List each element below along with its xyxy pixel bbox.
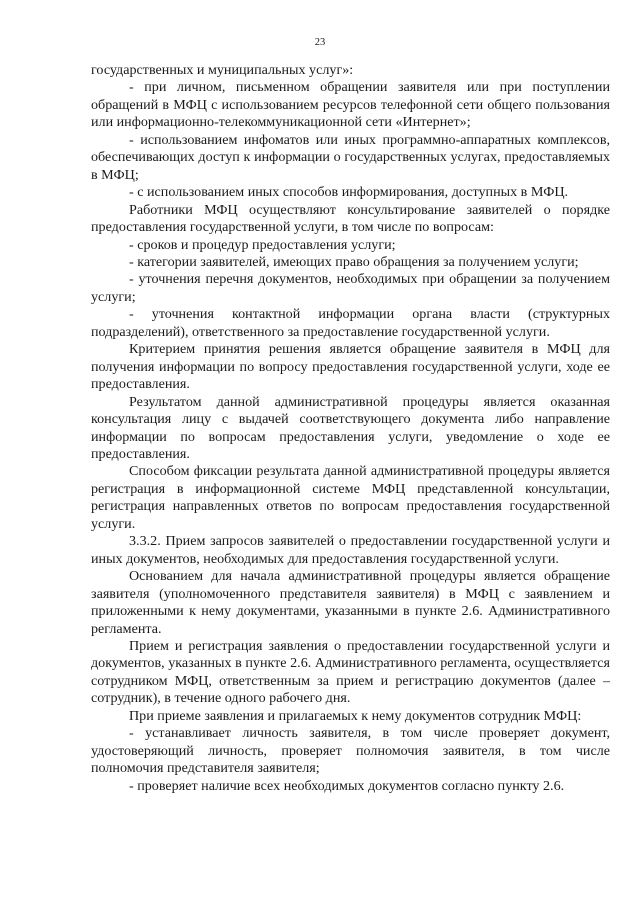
paragraph: При приеме заявления и прилагаемых к нему документов сотрудник МФЦ: (129, 707, 582, 724)
paragraph: - уточнения контактной информации органа власти (структурных подразделений), ответственного за предоставление государственной услуги. (91, 306, 610, 340)
paragraph: - уточнения перечня документов, необходимых при обращении за получением услуги; (91, 271, 610, 305)
paragraph: - с использованием иных способов информирования, доступных в МФЦ. (129, 184, 569, 201)
paragraph: Основанием для начала административной процедуры является обращение заявителя (уполномоченного представителя заявителя) в МФЦ с заявлением и приложенными к нему документами, указанными в пункте 2.6. Административного регламента. (91, 568, 610, 637)
paragraph: - категории заявителей, имеющих право обращения за получением услуги; (129, 253, 579, 270)
paragraph: - при личном, письменном обращении заявителя или при поступлении обращений в МФЦ с использованием ресурсов телефонной сети общего пользования или информационно-телекоммуникационной сети «Интернет»; (91, 79, 610, 131)
paragraph: Критерием принятия решения является обращение заявителя в МФЦ для получения информации по вопросу предоставления государственной услуги, ходе ее предоставления. (91, 341, 610, 393)
paragraph: Работники МФЦ осуществляют консультирование заявителей о порядке предоставления государственной услуги, в том числе по вопросам: (91, 201, 610, 236)
paragraph: государственных и муниципальных услуг»: (91, 62, 354, 78)
page-number: 23 (314, 37, 326, 48)
document-body (91, 62, 610, 795)
paragraph: - проверяет наличие всех необходимых документов согласно пункту 2.6. (129, 777, 565, 794)
paragraph: - использованием инфоматов или иных программно-аппаратных комплексов, обеспечивающих доступ к информации о государственных услугах, предоставляемых в МФЦ; (91, 131, 610, 183)
paragraph: Прием и регистрация заявления о предоставлении государственной услуги и документов, указанных в пункте 2.6. Административного регламента, осуществляется сотрудником МФЦ, ответственным за прием и регистрацию документов (далее – сотрудник), в течение одного рабочего дня. (91, 637, 610, 707)
paragraph: 3.3.2. Прием запросов заявителей о предоставлении государственной услуги и иных документов, необходимых для предоставления государственной услуги. (91, 533, 610, 567)
paragraph: Способом фиксации результата данной административной процедуры является регистрация в информационной системе МФЦ представленной консультации, регистрация направленных ответов по вопросам предоставления государственной услуги. (91, 463, 610, 532)
paragraph: - устанавливает личность заявителя, в том числе проверяет документ, удостоверяющий личность, проверяет полномочия заявителя, в том числе полномочия представителя заявителя; (91, 725, 610, 777)
paragraph: Результатом данной административной процедуры является оказанная консультация лицу с выдачей соответствующего документа либо направление информации по вопросам предоставления услуги, уведомление о ходе ее предоставления. (91, 393, 610, 462)
paragraph: - сроков и процедур предоставления услуги; (129, 236, 396, 253)
